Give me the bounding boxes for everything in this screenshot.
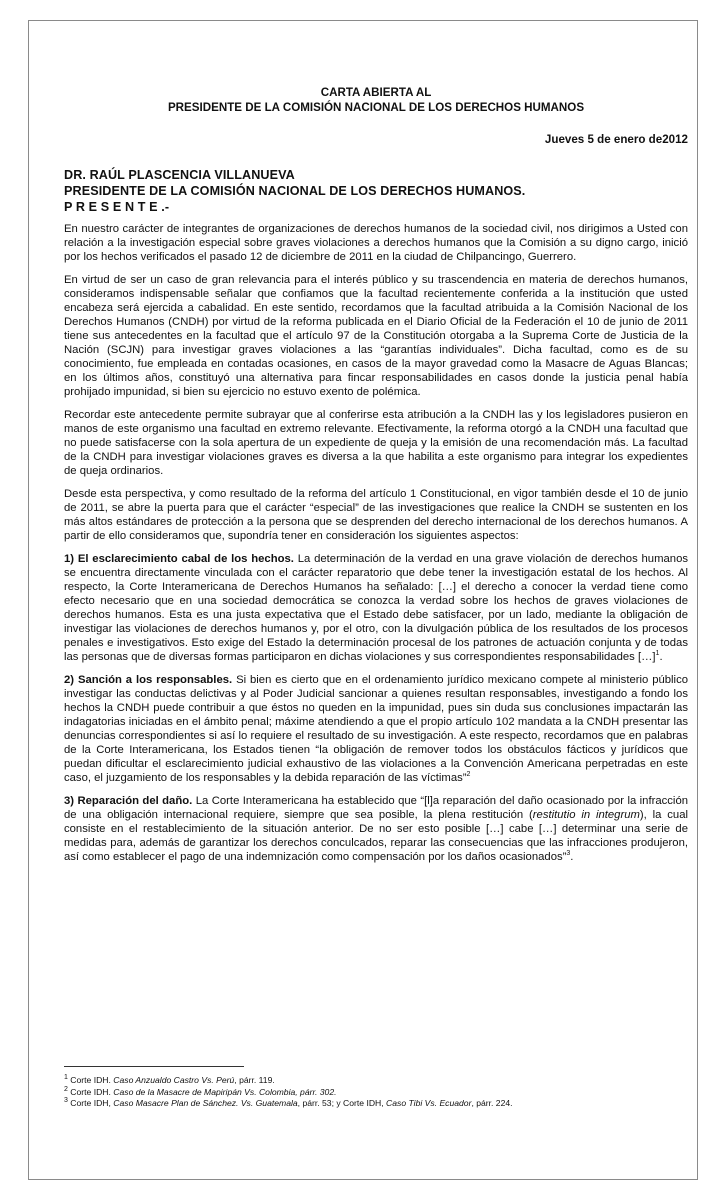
footnote-divider: [64, 1066, 244, 1067]
section-3-text-b: ), la cual consiste en el restablecimiento de la situación anterior. De no ser esto posible […] cabe […] determinar una serie de medidas para, además de garantizar los derechos conculcados, reparar las consecuencias que las infracciones produjeron, así como establecer el pago de una indemnización como compensación por los daños ocasionados”: [64, 809, 688, 863]
section-3-end: .: [570, 851, 574, 863]
paragraph-2: En virtud de ser un caso de gran relevancia para el interés público y su trascendencia en materia de derechos humanos, consideramos indispensable señalar que confiamos que la facultad recientemente conferida a la institución que usted encabeza será ejercida a cabalidad. En este sentido, recordamos que la facultad atribuida a la Comisión Nacional de los Derechos Humanos (CNDH) por virtud de la reforma publicada en el Diario Oficial de la Federación el 10 de junio de 2011 tiene sus antecedentes en la facultad que el artículo 97 de la Constitución otorgaba a la Suprema Corte de Justicia de la Nación (SCJN) para investigar graves violaciones a las “garantías individuales”. Dicha facultad, como es de su conocimiento, fue empleada en contadas ocasiones, en casos de la mayor gravedad como la Masacre de Aguas Blancas; en los últimos años, constituyó una alternativa para fincar responsabilidades en casos donde la justicia penal había prohijado impunidad, si bien su ejercicio no estuvo exento de polémica.: [64, 274, 688, 398]
footnote-2: $^2$ Corte IDH. Caso de la Masacre de Mapiripán Vs. Colombia, párr. 302.: [64, 1085, 337, 1097]
section-1-heading: 1) El esclarecimiento cabal de los hechos.: [64, 553, 294, 565]
letter-date: Jueves 5 de enero de2012: [544, 133, 688, 146]
footnote-3: $^3$ Corte IDH, Caso Masacre Plan de Sánchez. Vs. Guatemala, párr. 53; y Corte IDH, Caso Tibi Vs. Ecuador, párr. 224.: [64, 1097, 513, 1108]
section-2-heading: 2) Sanción a los responsables.: [64, 674, 233, 686]
recipient-name: DR. RAÚL PLASCENCIA VILLANUEVA: [64, 168, 295, 182]
section-3-text-a: La Corte Interamericana ha establecido que “[l]a reparación del daño ocasionado por la infracción de una obligación internacional requiere, siempre que sea posible, la plena restitución (: [64, 795, 689, 821]
letter-content: [64, 85, 688, 873]
section-3-latin-term: restitutio in integrum: [532, 809, 640, 821]
section-1-text: La determinación de la verdad en una grave violación de derechos humanos se encuentra directamente vinculada con el carácter reparatorio que debe tener la investigación estatal de los hechos. Al respecto, la Corte Interamericana de Derechos Humanos ha señalado: […] el derecho a conocer la verdad tiene como efecto necesario que en una sociedad democrática se conozca la verdad sobre los hechos de graves violaciones de derechos humanos. Esta es una justa expectativa que el Estado debe satisfacer, por un lado, mediante la obligación de investigar las violaciones de derechos humanos y, por el otro, con la divulgación pública de los resultados de los procesos penales e investigativos. Esto exige del Estado la determinación procesal de los patrones de actuación conjunta y de todas las personas que de diversas formas participaron en dichas violaciones y sus correspondientes responsabilidades […]: [64, 553, 689, 663]
footnote-ref-1[interactable]: 1: [655, 650, 660, 658]
section-2: [64, 673, 688, 785]
footnotes: [64, 1066, 688, 1110]
section-1: [64, 552, 688, 664]
greeting: P R E S E N T E .-: [64, 200, 170, 214]
section-3-heading: 3) Reparación del daño.: [64, 795, 193, 807]
recipient-block: [64, 167, 688, 215]
paragraph-3: Recordar este antecedente permite subrayar que al conferirse esta atribución a la CNDH las y los legisladores pusieron en manos de este organismo una facultad en extremo relevante. Efectivamente, la reforma otorgó a la CNDH una facultad que no puede satisfacerse con la sola apertura de un expediente de queja y la emisión de una recomendación más. La facultad de la CNDH para investigar violaciones graves es diversa a la que habilita a este organismo para integrar los expedientes de queja ordinarios.: [64, 409, 688, 477]
footnote-ref-2[interactable]: 2: [466, 771, 471, 779]
footnote-ref-3[interactable]: 3: [566, 850, 571, 858]
title-line-1: CARTA ABIERTA AL: [320, 86, 432, 99]
recipient-position: PRESIDENTE DE LA COMISIÓN NACIONAL DE LOS DERECHOS HUMANOS.: [64, 184, 526, 198]
footnote-1: $^1$ Corte IDH. Caso Anzualdo Castro Vs. Perú, párr. 119.: [64, 1074, 275, 1085]
paragraph-1: En nuestro carácter de integrantes de organizaciones de derechos humanos de la sociedad civil, nos dirigimos a Usted con relación a la investigación especial sobre graves violaciones a derechos humanos que la Comisión a su digno cargo, inició por los hechos verificados el pasado 12 de diciembre de 2011 en la ciudad de Chilpancingo, Guerrero.: [64, 223, 688, 263]
letter-title: [64, 85, 688, 115]
title-line-2: PRESIDENTE DE LA COMISIÓN NACIONAL DE LOS DERECHOS HUMANOS: [167, 101, 585, 114]
paragraph-4: Desde esta perspectiva, y como resultado de la reforma del artículo 1 Constitucional, en vigor también desde el 10 de junio de 2011, se abre la puerta para que el carácter “especial” de las investigaciones que realice la CNDH se sustenten en los más altos estándares de protección a la persona que se desprenden del derecho internacional de los derechos humanos. A partir de ello consideramos que, supondría tener en consideración los siguientes aspectos:: [64, 488, 688, 542]
section-1-end: .: [659, 651, 663, 663]
document-page: [28, 20, 698, 1180]
section-3: [64, 794, 688, 864]
section-2-text: Si bien es cierto que en el ordenamiento jurídico mexicano compete al ministerio público investigar las conductas delictivas y al Poder Judicial sancionar a quienes resultan responsables, investigando a fondo los hechos la CNDH puede contribuir a que éstos no queden en la impunidad, pues sin duda sus conclusiones impactarán las indagatorias iniciadas en el ámbito penal; máxime atendiendo a que el propio artículo 102 mandata a la CNDH presentar las denuncias correspondientes si así lo requiere el resultado de su investigación. A este respecto, recordamos que en palabras de la Corte Interamericana, los Estados tienen “la obligación de remover todos los obstáculos fácticos y jurídicos que puedan dificultar el esclarecimiento judicial exhaustivo de las violaciones a la Convención Americana perpetradas en este caso, el juzgamiento de los responsables y la debida reparación de las víctimas”: [64, 674, 688, 784]
